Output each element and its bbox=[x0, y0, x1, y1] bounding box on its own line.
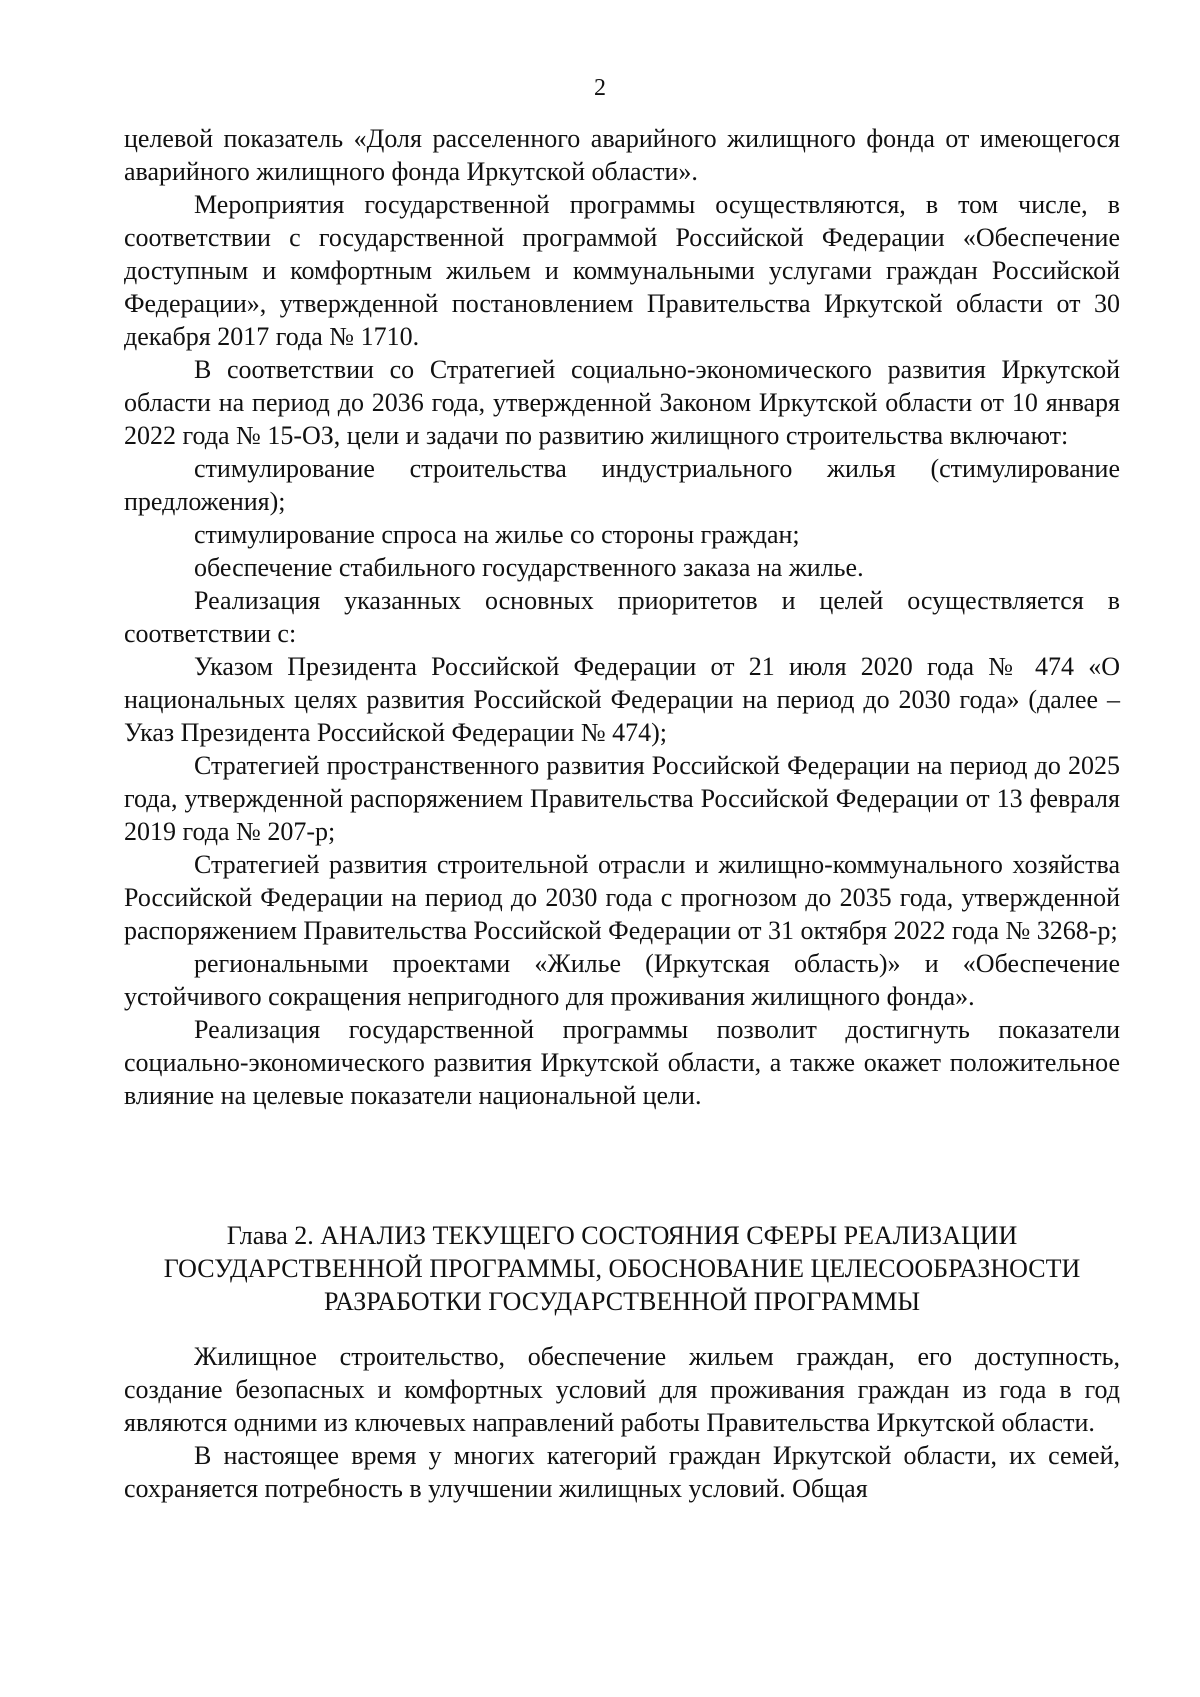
list-item: стимулирование спроса на жилье со стороны граждан; bbox=[194, 520, 800, 549]
list-item: обеспечение стабильного государственного заказа на жилье. bbox=[194, 553, 864, 582]
list-item: Стратегией развития строительной отрасли и жилищно-коммунального хозяйства Российской Федерации на период до 2030 года с прогнозом до 2035 года, утвержденной распоряжением Правительства Российской Федерации от 31 октября 2022 года № 3268-р; bbox=[124, 850, 1120, 945]
list-item: стимулирование строительства индустриального жилья (стимулирование предложения); bbox=[124, 454, 1120, 516]
list-item: Стратегией пространственного развития Российской Федерации на период до 2025 года, утвержденной распоряжением Правительства Российской Федерации от 13 февраля 2019 года № 207-р; bbox=[124, 751, 1120, 846]
paragraph: В настоящее время у многих категорий граждан Иркутской области, их семей, сохраняется потребность в улучшении жилищных условий. Общая bbox=[124, 1441, 1120, 1503]
document-body bbox=[124, 122, 1120, 1112]
paragraph: Жилищное строительство, обеспечение жильем граждан, его доступность, создание безопасных и комфортных условий для проживания граждан из года в год являются одними из ключевых направлений работы Правительства Иркутской области. bbox=[124, 1342, 1120, 1437]
paragraph: Реализация государственной программы позволит достигнуть показатели социально-экономического развития Иркутской области, а также окажет положительное влияние на целевые показатели национальной цели. bbox=[124, 1015, 1120, 1110]
paragraph: В соответствии со Стратегией социально-экономического развития Иркутской области на период до 2036 года, утвержденной Законом Иркутской области от 10 января 2022 года № 15-ОЗ, цели и задачи по развитию жилищного строительства включают: bbox=[124, 355, 1120, 450]
paragraph: Реализация указанных основных приоритетов и целей осуществляется в соответствии с: bbox=[124, 586, 1120, 648]
paragraph: целевой показатель «Доля расселенного аварийного жилищного фонда от имеющегося аварийного жилищного фонда Иркутской области». bbox=[124, 124, 1120, 186]
list-item: Указом Президента Российской Федерации от 21 июля 2020 года № 474 «О национальных целях развития Российской Федерации на период до 2030 года» (далее – Указ Президента Российской Федерации № 474); bbox=[124, 652, 1120, 747]
list-item: региональными проектами «Жилье (Иркутская область)» и «Обеспечение устойчивого сокращения непригодного для проживания жилищного фонда». bbox=[124, 949, 1120, 1011]
chapter-body bbox=[124, 1340, 1120, 1505]
page-number: 2 bbox=[594, 75, 606, 101]
chapter-heading: Глава 2. АНАЛИЗ ТЕКУЩЕГО СОСТОЯНИЯ СФЕРЫ РЕАЛИЗАЦИИ ГОСУДАРСТВЕННОЙ ПРОГРАММЫ, ОБОСНОВАНИЕ ЦЕЛЕСООБРАЗНОСТИ РАЗРАБОТКИ ГОСУДАРСТВЕННОЙ ПРОГРАММЫ bbox=[163, 1221, 1081, 1316]
paragraph: Мероприятия государственной программы осуществляются, в том числе, в соответствии с государственной программой Российской Федерации «Обеспечение доступным и комфортным жильем и коммунальными услугами граждан Российской Федерации», утвержденной постановлением Правительства Иркутской области от 30 декабря 2017 года № 1710. bbox=[124, 190, 1120, 351]
